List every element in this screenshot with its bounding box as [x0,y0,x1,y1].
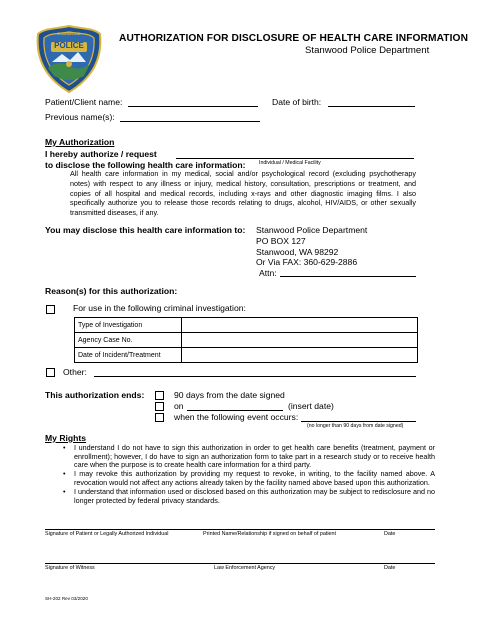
other-checkbox[interactable] [46,368,55,377]
department-name: Stanwood Police Department [305,45,430,56]
type-of-investigation-field[interactable] [182,318,418,333]
authorization-paragraph: All health care information in my medical, social and/or psychological record (excluding psychotherapy notes) with respect to any illness or injury, medical history, consultation, prescriptions or treatment, and copies of all hospital and medical records, including x-rays and other diagnostic imaging films. I also specifically authorize you to release those records relating to drugs, alcohol, HIV/AIDS, or other sexually transmitted diseases, if any. [70,169,416,218]
rights-list [63,444,435,506]
my-rights-heading: My Rights [45,433,87,443]
recipient-po: PO BOX 127 [256,236,306,246]
date-label-1: Date [384,531,396,537]
patient-signature-label: Signature of Patient or Legally Authorized Individual [45,531,169,537]
criminal-investigation-checkbox[interactable] [46,305,55,314]
dob-field[interactable] [328,106,415,107]
list-item [63,444,435,470]
ends-date-checkbox[interactable] [155,402,164,411]
witness-label: Signature of Witness [45,565,95,571]
type-of-investigation-label: Type of Investigation [75,318,182,333]
recipient-fax: Or Via FAX: 360-629-2886 [256,257,358,267]
previous-names-label: Previous name(s): [45,112,115,122]
witness-signature-line[interactable] [45,563,435,564]
patient-name-label: Patient/Client name: [45,97,123,107]
agency-case-label: Agency Case No. [75,333,182,348]
dob-label: Date of birth: [272,97,322,107]
printed-name-label: Printed Name/Relationship if signed on behalf of patient [203,531,337,537]
incident-date-label: Date of Incident/Treatment [75,348,182,363]
disclose-label: to disclose the following health care information: [45,160,246,170]
table-row [75,348,418,363]
rights-text: I understand I do not have to sign this authorization in order to get health care benefits (treatment, payment or enrollment); however, I do have to sign an authorization form to take part in a research study or to receive health care when the purpose is to create health care information for a third party. [74,443,435,470]
criminal-investigation-label: For use in the following criminal investigation: [73,303,246,313]
recipient-attn: Attn: [259,268,277,278]
date-label-2: Date [384,565,396,571]
ends-90-days-checkbox[interactable] [155,391,164,400]
agency-case-field[interactable] [182,333,418,348]
ends-event-label: when the following event occurs: [174,412,299,422]
previous-names-field[interactable] [120,121,260,122]
ends-on-label: on [174,401,184,411]
bullet-icon: • [63,486,66,496]
recipient-name: Stanwood Police Department [256,225,368,235]
recipient-city: Stanwood, WA 98292 [256,247,339,257]
rights-text: I understand that information used or disclosed based on this authorization may be subject to redisclosure and no longer protected by federal privacy standards. [74,486,435,505]
other-field[interactable] [94,376,416,377]
ends-label: This authorization ends: [45,390,145,400]
patient-name-field[interactable] [128,106,258,107]
badge-top-text: STANWOOD [57,31,81,36]
authorize-request-label: I hereby authorize / request [45,149,157,159]
ends-90-days-label: 90 days from the date signed [174,390,285,400]
table-row [75,333,418,348]
list-item [63,488,435,505]
my-authorization-heading: My Authorization [45,137,115,147]
investigation-table [74,317,418,363]
bullet-icon: • [63,469,66,479]
rights-text: I may revoke this authorization by providing my request to revoke, in writing, to the facility named above. A revocation would not affect any actions already taken by the facility named above based upon this authorization. [74,469,435,487]
disclose-to-label: You may disclose this health care information to: [45,225,246,235]
patient-signature-line[interactable] [45,529,435,530]
ends-note: (no longer than 90 days from date signed) [307,423,404,429]
ends-date-field[interactable] [187,410,283,411]
form-title: AUTHORIZATION FOR DISCLOSURE OF HEALTH CARE INFORMATION [119,33,469,44]
agency-label: Law Enforcement Agency [214,565,276,571]
table-row [75,318,418,333]
insert-date-label: (insert date) [288,401,334,411]
list-item [63,470,435,487]
facility-field[interactable] [176,158,414,159]
badge-police-text: POLICE [54,41,84,50]
other-label: Other: [63,367,87,377]
attn-field[interactable] [280,276,416,277]
reasons-heading: Reason(s) for this authorization: [45,286,178,296]
form-id: SH-202 Rev 03/2020 [45,596,88,601]
ends-event-checkbox[interactable] [155,413,164,422]
ends-event-field[interactable] [301,421,416,422]
incident-date-field[interactable] [182,348,418,363]
facility-caption: Individual / Medical Facility [259,160,321,166]
bullet-icon: • [63,443,66,452]
